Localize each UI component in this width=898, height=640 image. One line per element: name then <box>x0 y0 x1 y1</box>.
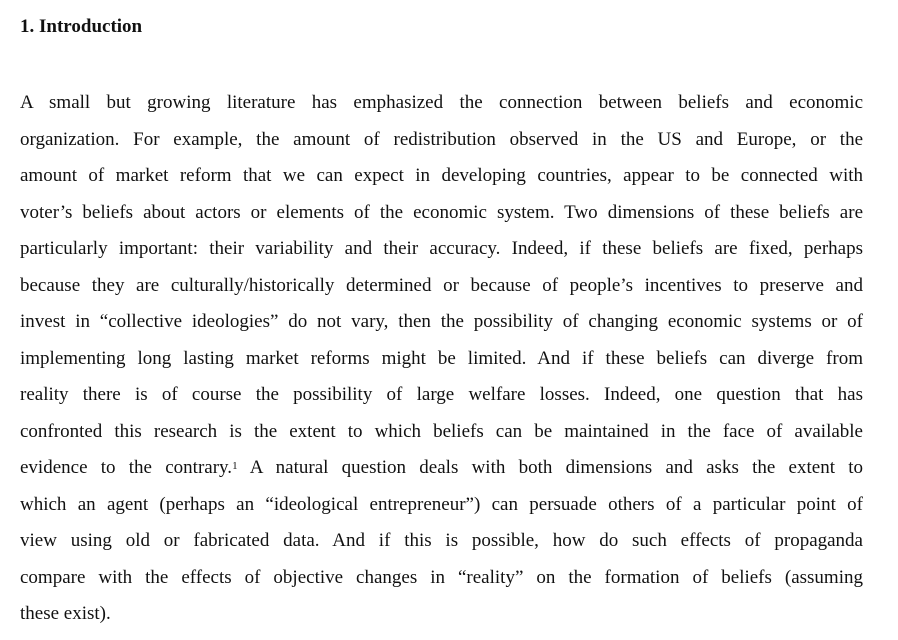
text-line: confronted this research is the extent to which beliefs can be maintained in the face of available <box>20 420 863 442</box>
text-segment: evidence to the contrary. <box>20 457 233 478</box>
text-line: view using old or fabricated data. And if this is possible, how do such effects of propaganda <box>20 530 863 551</box>
text-line: organization. For example, the amount of redistribution observed in the US and Europe, or the <box>20 128 863 150</box>
text-line: particularly important: their variability and their accuracy. Indeed, if these beliefs are fixed, perhaps <box>20 238 863 259</box>
text-line: implementing long lasting market reforms might be limited. And if these beliefs can diverge from <box>20 347 863 369</box>
body-paragraph <box>20 89 863 637</box>
text-line: which an agent (perhaps an “ideological entrepreneur”) can persuade others of a particular point of <box>20 493 863 515</box>
text-line: invest in “collective ideologies” do not vary, then the possibility of changing economic systems or of <box>20 311 863 332</box>
text-segment: A natural question deals with both dimensions and asks the extent to <box>237 457 863 478</box>
text-line: amount of market reform that we can expect in developing countries, appear to be connected with <box>20 165 863 186</box>
text-line: these exist). <box>20 603 111 624</box>
text-line: reality there is of course the possibility of large welfare losses. Indeed, one question that has <box>20 384 863 405</box>
text-line: because they are culturally/historically determined or because of people’s incentives to preserve and <box>20 274 863 296</box>
section-heading: 1. Introduction <box>20 16 143 37</box>
footnote-marker[interactable]: 1 <box>232 460 238 472</box>
text-line: A small but growing literature has emphasized the connection between beliefs and economic <box>20 92 863 113</box>
text-line: voter’s beliefs about actors or elements of the economic system. Two dimensions of these beliefs are <box>20 201 863 223</box>
text-line: compare with the effects of objective changes in “reality” on the formation of beliefs (assuming <box>20 566 863 588</box>
text-line <box>20 454 863 491</box>
